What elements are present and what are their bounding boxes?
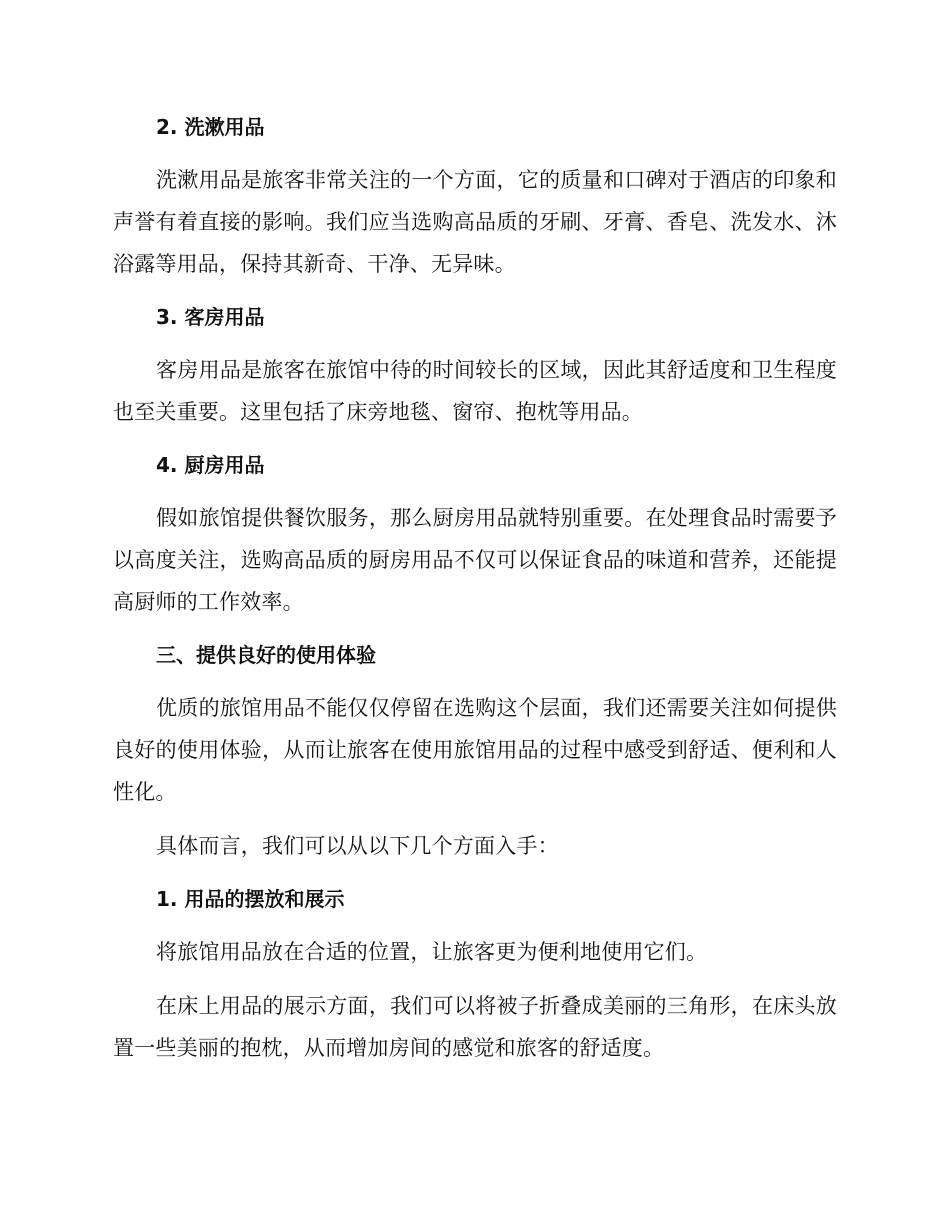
section-heading-kitchen-supplies: 4. 厨房用品 bbox=[156, 453, 265, 477]
section-heading-user-experience: 三、提供良好的使用体验 bbox=[156, 643, 376, 667]
paragraph-room-supplies: 客房用品是旅客在旅馆中待的时间较长的区域，因此其舒适度和卫生程度也至关重要。这里包括了床旁地毯、窗帘、抱枕等用品。 bbox=[113, 358, 837, 424]
section-heading-room-supplies: 3. 客房用品 bbox=[156, 305, 265, 329]
section-heading-toiletries: 2. 洗漱用品 bbox=[156, 115, 265, 139]
paragraph-approach-intro: 具体而言，我们可以从以下几个方面入手： bbox=[156, 834, 559, 858]
paragraph-placement: 将旅馆用品放在合适的位置，让旅客更为便利地使用它们。 bbox=[156, 940, 708, 964]
paragraph-bedding-display: 在床上用品的展示方面，我们可以将被子折叠成美丽的三角形，在床头放置一些美丽的抱枕，从而增加房间的感觉和旅客的舒适度。 bbox=[113, 994, 837, 1060]
paragraph-toiletries: 洗漱用品是旅客非常关注的一个方面，它的质量和口碑对于酒店的印象和声誉有着直接的影响。我们应当选购高品质的牙刷、牙膏、香皂、洗发水、沐浴露等用品，保持其新奇、干净、无异味。 bbox=[113, 168, 837, 276]
document-body bbox=[113, 107, 837, 1081]
section-heading-placement-display: 1. 用品的摆放和展示 bbox=[156, 887, 345, 911]
paragraph-user-experience: 优质的旅馆用品不能仅仅停留在选购这个层面，我们还需要关注如何提供良好的使用体验，从而让旅客在使用旅馆用品的过程中感受到舒适、便利和人性化。 bbox=[113, 696, 837, 804]
paragraph-kitchen-supplies: 假如旅馆提供餐饮服务，那么厨房用品就特别重要。在处理食品时需要予以高度关注，选购高品质的厨房用品不仅可以保证食品的味道和营养，还能提高厨师的工作效率。 bbox=[113, 506, 837, 614]
